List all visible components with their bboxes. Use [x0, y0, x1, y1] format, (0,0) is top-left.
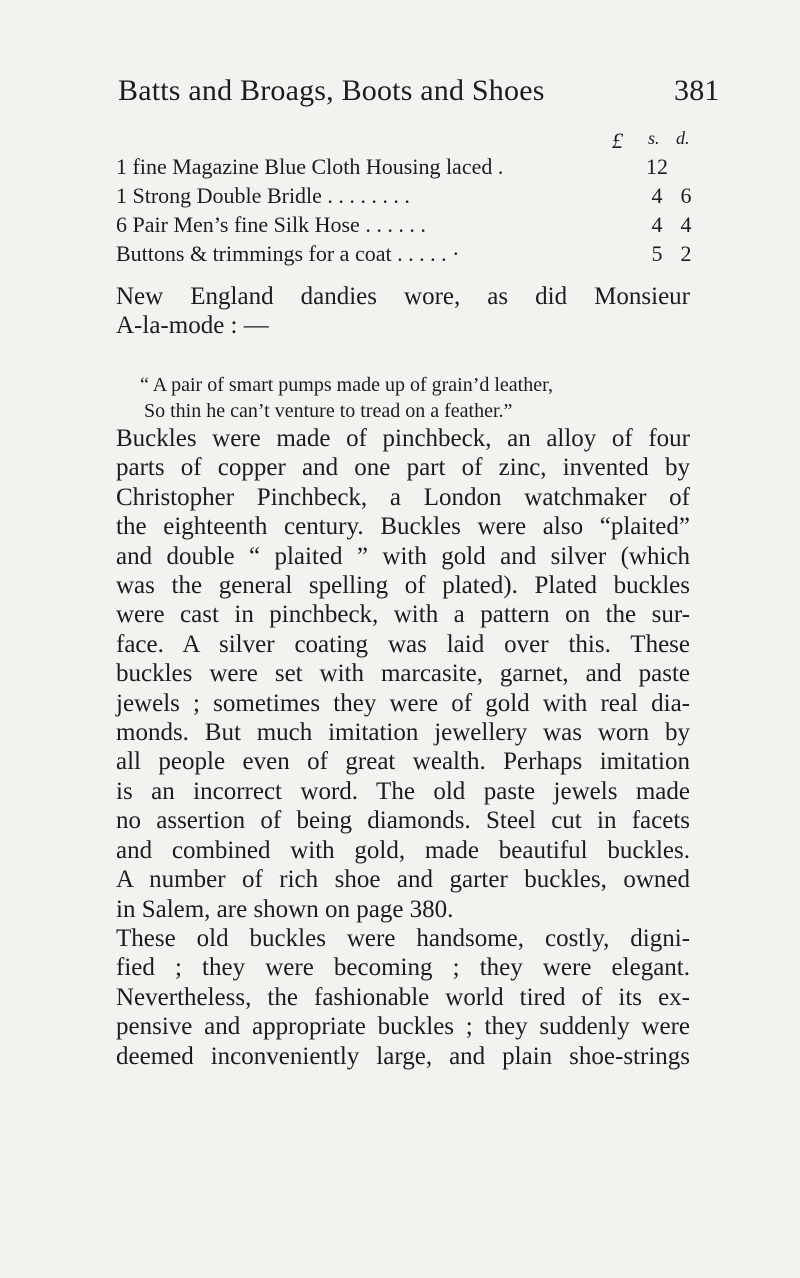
pence-header: d.: [676, 128, 690, 148]
text-line: pensive and appropriate buckles ; they suddenly were: [116, 1013, 690, 1041]
text-line: A number of rich shoe and garter buckles, owned: [116, 866, 690, 894]
text-line: deemed inconveniently large, and plain shoe-strings: [116, 1042, 690, 1070]
ledger-row: [116, 210, 696, 239]
text-line: These old buckles were handsome, costly, digni-: [116, 924, 690, 952]
text-line: parts of copper and one part of zinc, invented by: [116, 454, 690, 482]
price-ledger: [116, 128, 696, 268]
text-line: Nevertheless, the fashionable world tired of its ex-: [116, 983, 690, 1011]
page-number: 381: [674, 74, 720, 107]
pounds-header: £: [612, 128, 623, 153]
text-line: in Salem, are shown on page 380.: [116, 895, 454, 923]
main-paragraph: [116, 424, 690, 1071]
ledger-item: 6 Pair Men’s fine Silk Hose . . . . . .: [116, 212, 426, 237]
ledger-item: 1 fine Magazine Blue Cloth Housing laced .: [116, 154, 504, 179]
text-line: is an incorrect word. The old paste jewels made: [116, 777, 690, 805]
text-line: and double “ plaited ” with gold and silver (which: [116, 542, 690, 570]
ledger-shillings: 4: [651, 212, 663, 237]
text-line: no assertion of being diamonds. Steel cut in facets: [116, 807, 690, 835]
text-line: buckles were set with marcasite, garnet, and paste: [116, 660, 690, 688]
text-line: was the general spelling of plated). Plated buckles: [116, 572, 690, 600]
text-line: A-la-mode : —: [116, 312, 269, 340]
verse-line: “ A pair of smart pumps made up of grain’d leather,: [140, 374, 553, 396]
ledger-pence: 6: [680, 183, 692, 208]
verse-quotation: [140, 372, 700, 424]
ledger-item: 1 Strong Double Bridle . . . . . . . .: [116, 183, 410, 208]
text-line: and combined with gold, made beautiful buckles.: [116, 836, 690, 864]
ledger-header: [116, 128, 696, 152]
text-line: Buckles were made of pinchbeck, an alloy of four: [116, 425, 690, 452]
ledger-row: [116, 152, 696, 181]
text-line: were cast in pinchbeck, with a pattern on the sur-: [116, 601, 690, 629]
text-line: monds. But much imitation jewellery was worn by: [116, 719, 690, 747]
ledger-shillings: 12: [646, 154, 668, 179]
ledger-pence: 2: [680, 241, 692, 266]
text-line: all people even of great wealth. Perhaps imitation: [116, 748, 690, 776]
ledger-pence: 4: [680, 212, 692, 237]
running-head-title: Batts and Broags, Boots and Shoes: [118, 74, 545, 107]
ledger-shillings: 5: [651, 241, 663, 266]
text-line: New England dandies wore, as did Monsieur: [116, 283, 690, 310]
verse-line: So thin he can’t venture to tread on a feather.”: [144, 400, 513, 422]
ledger-row: [116, 239, 696, 268]
text-line: jewels ; sometimes they were of gold with real dia-: [116, 689, 690, 717]
shillings-header: s.: [648, 128, 660, 148]
ledger-row: [116, 181, 696, 210]
text-line: face. A silver coating was laid over this. These: [116, 630, 690, 658]
text-line: Christopher Pinchbeck, a London watchmaker of: [116, 483, 690, 511]
running-head: [118, 74, 720, 114]
intro-paragraph: [116, 282, 690, 341]
text-line: fied ; they were becoming ; they were elegant.: [116, 954, 690, 982]
ledger-shillings: 4: [651, 183, 663, 208]
ledger-item: Buttons & trimmings for a coat . . . . . ·: [116, 241, 460, 266]
text-line: the eighteenth century. Buckles were also “plaited”: [116, 513, 690, 541]
